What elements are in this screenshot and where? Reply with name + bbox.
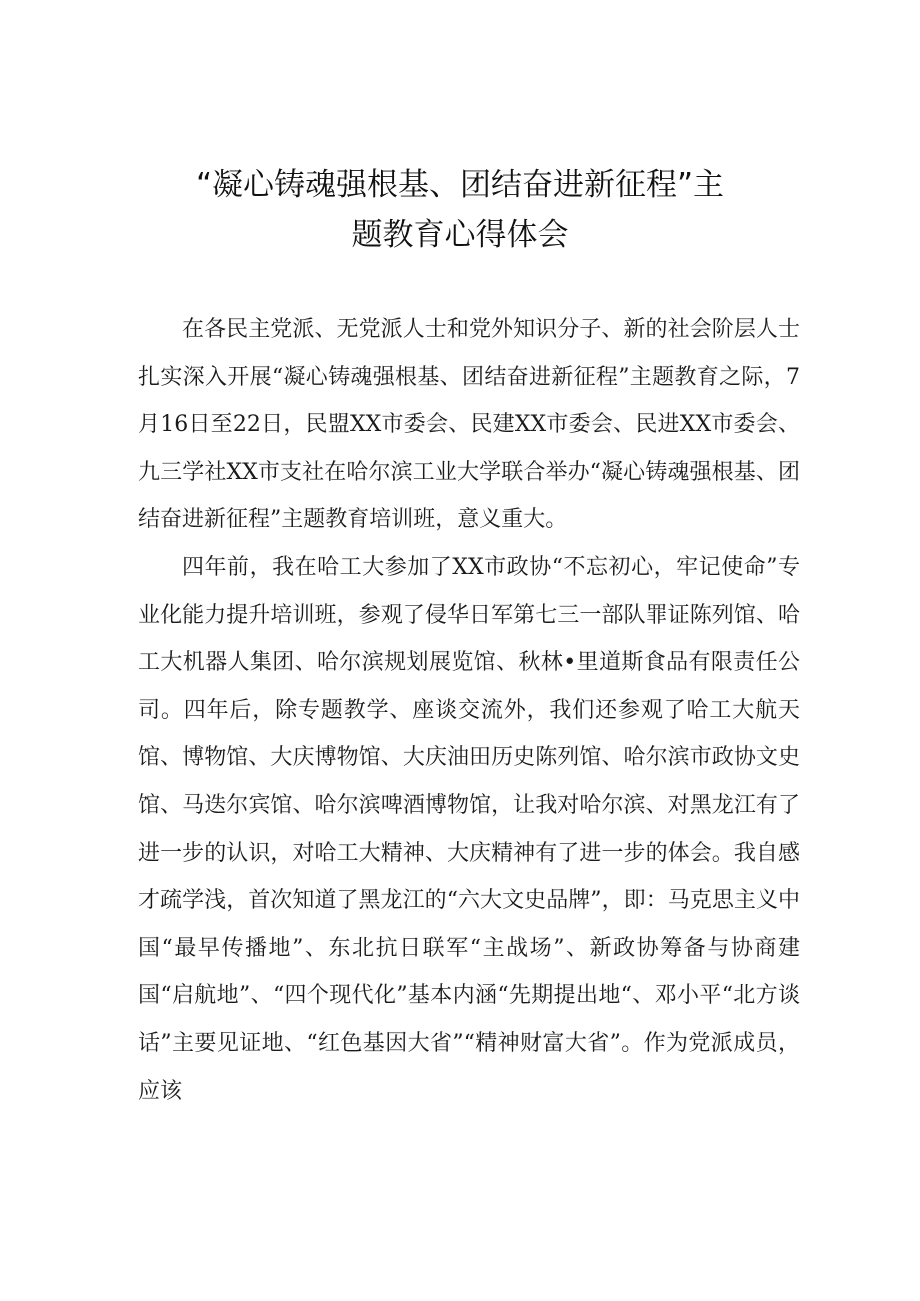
- paragraph-2: 四年前，我在哈工大参加了XX市政协“不忘初心，牢记使命”专业化能力提升培训班，参观了侵华日军第七三一部队罪证陈列馆、哈工大机器人集团、哈尔滨规划展览馆、秋林•里道斯食品有限责任公司。四年后，除专题教学、座谈交流外，我们还参观了哈工大航天馆、博物馆、大庆博物馆、大庆油田历史陈列馆、哈尔滨市政协文史馆、马迭尔宾馆、哈尔滨啤酒博物馆，让我对哈尔滨、对黑龙江有了进一步的认识，对哈工大精神、大庆精神有了进一步的体会。我自感才疏学浅，首次知道了黑龙江的“六大文史品牌”，即：马克思主义中国“最早传播地”、东北抗日联军“主战场”、新政协筹备与协商建国“启航地”、“四个现代化”基本内涵“先期提出地“、邓小平“北方谈话”主要见证地、“红色基因大省”“精神财富大省”。作为党派成员，应该: [138, 554, 800, 1104]
- paragraph-1: 在各民主党派、无党派人士和党外知识分子、新的社会阶层人士扎实深入开展“凝心铸魂强根基、团结奋进新征程”主题教育之际，7月16日至22日，民盟XX市委会、民建XX市委会、民进XX市委会、九三学社XX市支社在哈尔滨工业大学联合举办“凝心铸魂强根基、团结奋进新征程”主题教育培训班，意义重大。: [138, 317, 800, 533]
- title-line-1: “凝心铸魂强根基、团结奋进新征程”主: [195, 167, 725, 203]
- title-line-2: 题教育心得体会: [351, 217, 569, 253]
- document-title: [120, 160, 800, 260]
- document-body: [138, 306, 800, 1115]
